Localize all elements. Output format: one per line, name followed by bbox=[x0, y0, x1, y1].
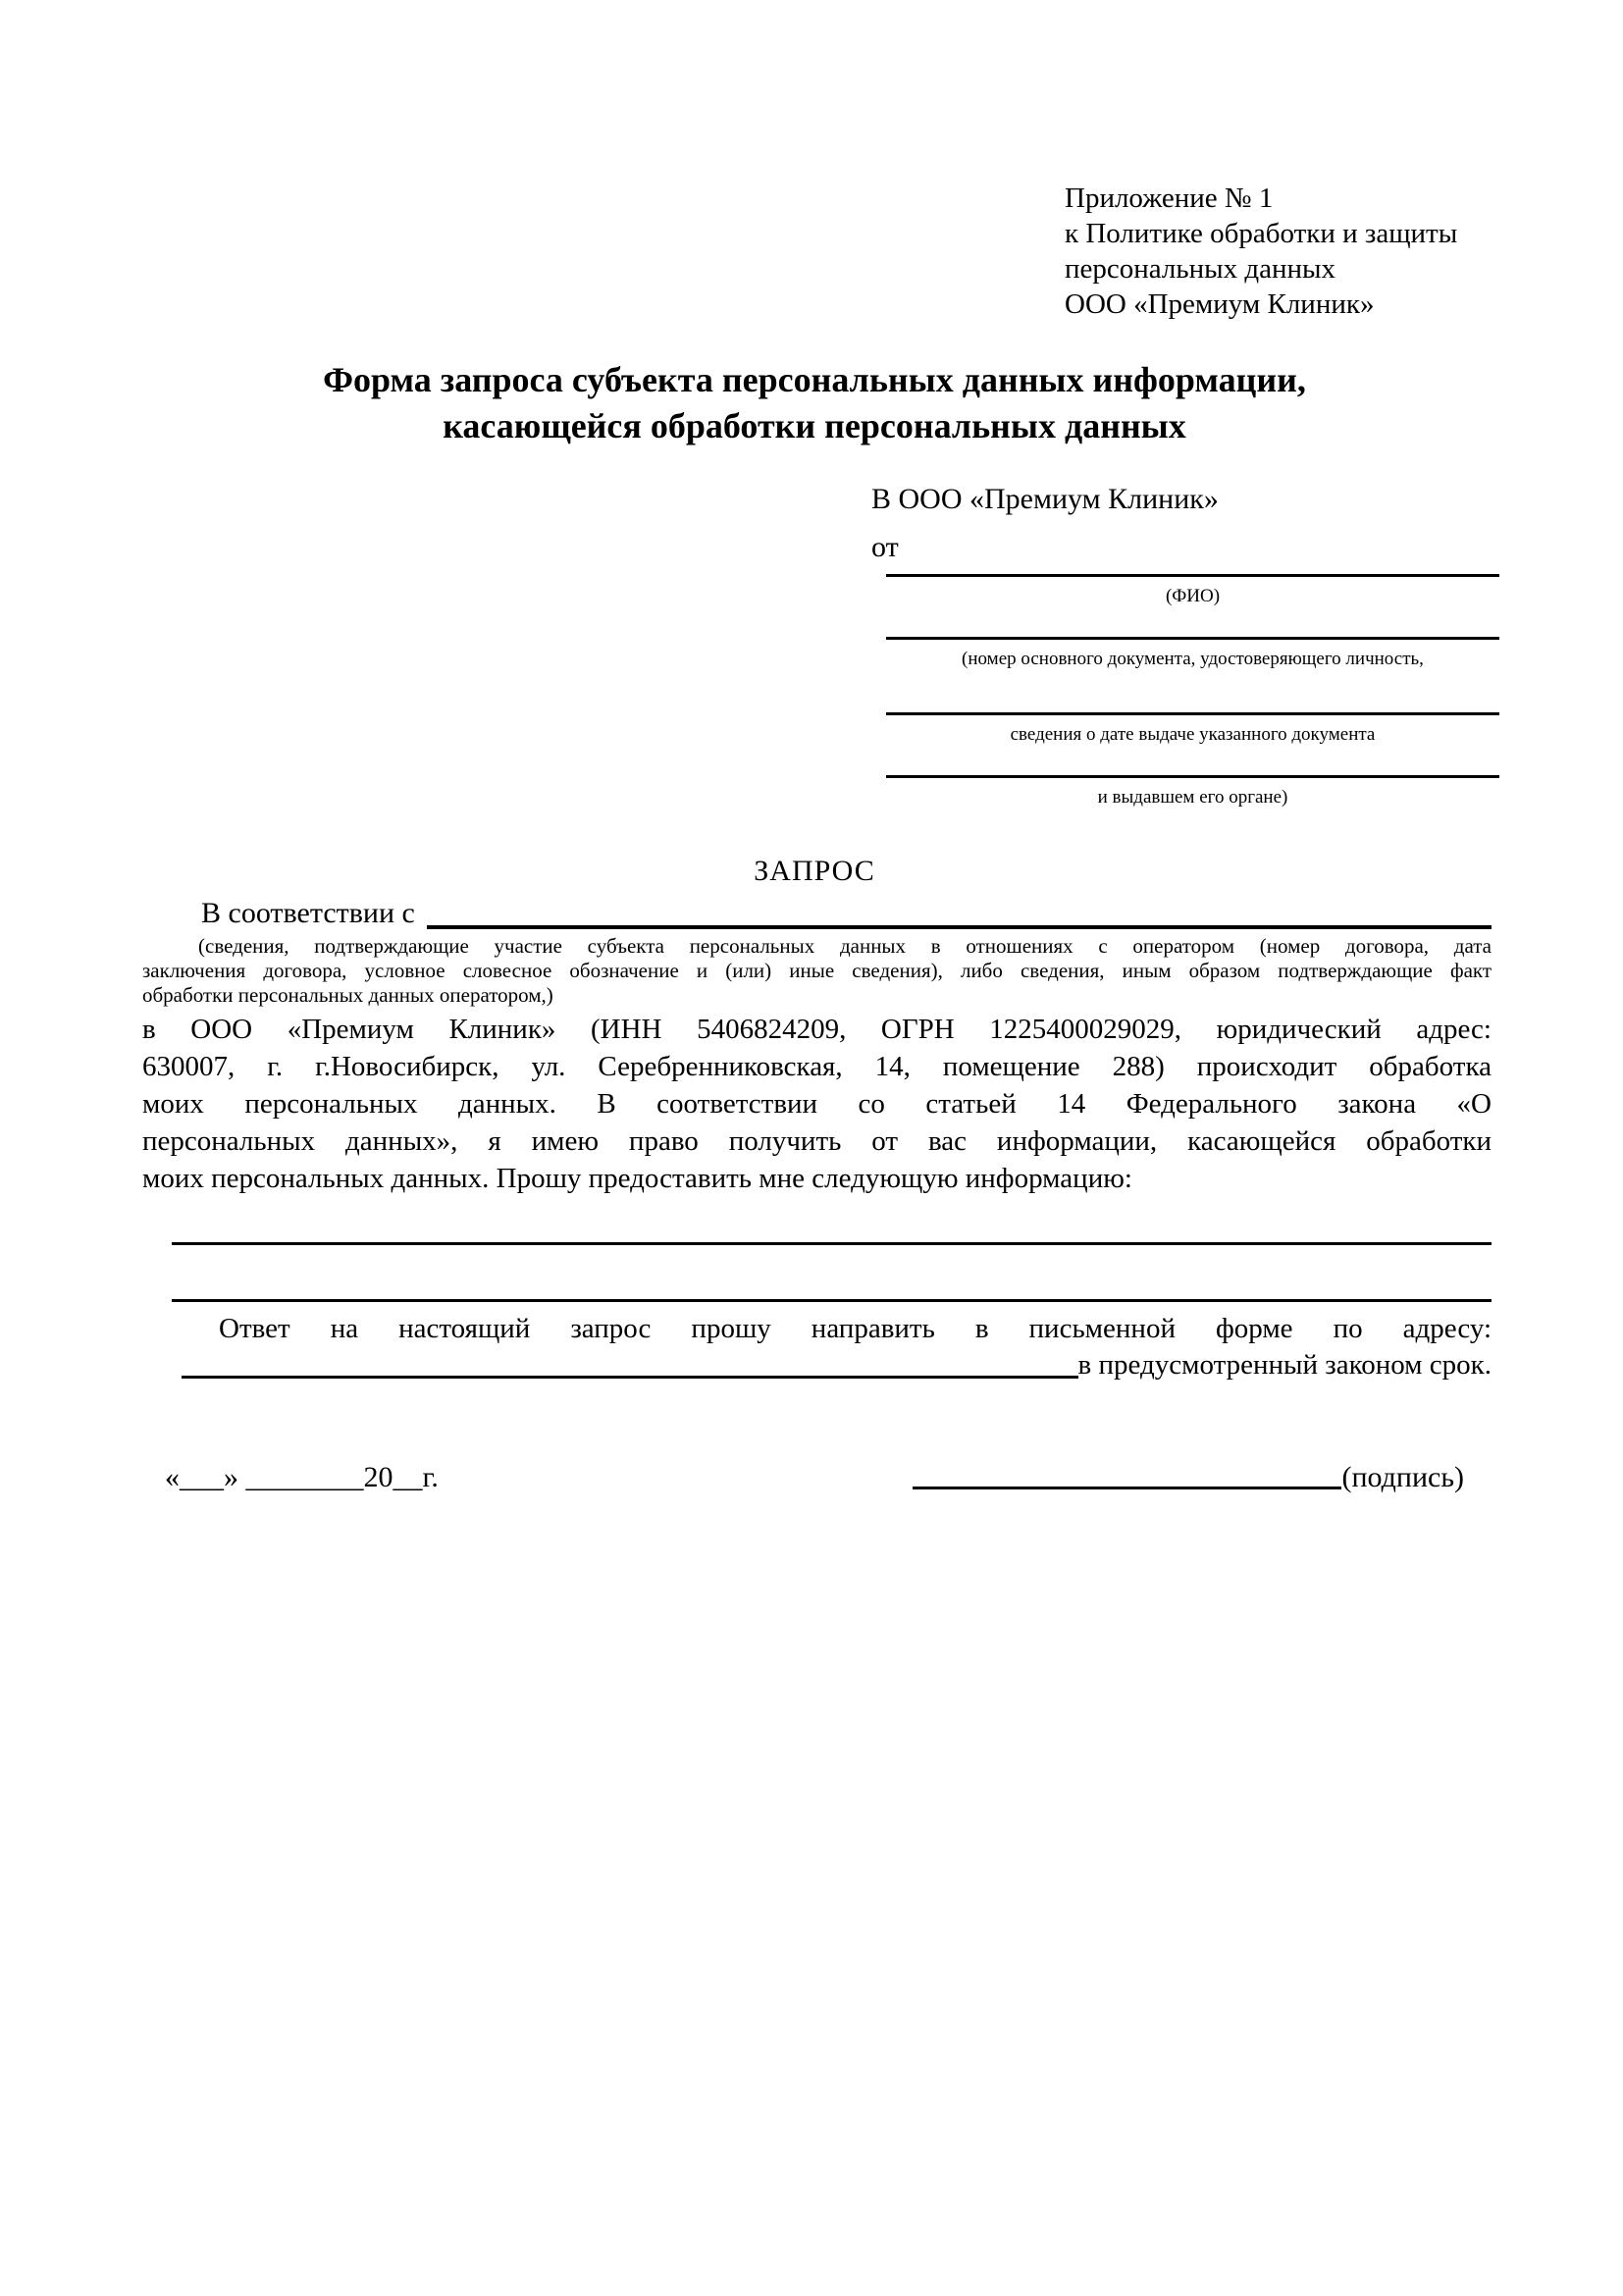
request-body-line: моих персональных данных. В соответствии со статьей 14 Федерального закона «О bbox=[142, 1088, 1492, 1120]
annex-header bbox=[1065, 181, 1457, 322]
reply-address-row bbox=[182, 1346, 1492, 1383]
request-body-line: 630007, г. г.Новосибирск, ул. Серебренниковская, 14, помещение 288) происходит обработка bbox=[142, 1051, 1492, 1082]
addressee-organization: В ООО «Премиум Клиник» bbox=[871, 483, 1219, 515]
document-number-blank-line bbox=[886, 637, 1499, 640]
requested-info-blank-line-1 bbox=[172, 1242, 1492, 1245]
document-number-caption: (номер основного документа, удостоверяющего личность, bbox=[962, 649, 1424, 669]
issuing-authority-blank-line bbox=[886, 775, 1499, 778]
document-title bbox=[128, 357, 1501, 449]
explanatory-note bbox=[142, 934, 1492, 1008]
signature-caption: (подпись) bbox=[1341, 1461, 1464, 1493]
accordance-blank-line bbox=[427, 925, 1492, 929]
reply-instruction-line: Ответ на настоящий запрос прошу направить в письменной форме по адресу: bbox=[219, 1313, 1492, 1344]
issue-date-caption: сведения о дате выдаче указанного документа bbox=[1010, 724, 1376, 745]
document-title-line: касающейся обработки персональных данных bbox=[443, 406, 1186, 445]
request-body-line: моих персональных данных. Прошу предоставить мне следующую информацию: bbox=[142, 1163, 1132, 1194]
annex-header-line: ООО «Премиум Клиник» bbox=[1065, 288, 1375, 320]
annex-header-line: к Политике обработки и защиты bbox=[1065, 218, 1458, 249]
issue-date-blank-line bbox=[886, 712, 1499, 715]
signature-blank-line bbox=[913, 1487, 1341, 1489]
explanatory-note-line: (сведения, подтверждающие участие субъекта персональных данных в отношениях с оператором (номер договора, дата bbox=[198, 934, 1492, 958]
fio-caption: (ФИО) bbox=[1165, 586, 1221, 606]
document-title-line: Форма запроса субъекта персональных данных информации, bbox=[323, 360, 1306, 399]
accordance-row bbox=[142, 896, 1492, 931]
fio-blank-line bbox=[886, 574, 1499, 577]
reply-address-blank-line bbox=[182, 1376, 1078, 1379]
explanatory-note-line: обработки персональных данных оператором,) bbox=[142, 983, 553, 1007]
request-heading: ЗАПРОС bbox=[754, 855, 875, 887]
issuing-authority-caption: и выдавшем его органе) bbox=[1097, 787, 1288, 808]
request-body-line: в ООО «Премиум Клиник» (ИНН 5406824209, ОГРН 1225400029029, юридический адрес: bbox=[142, 1014, 1492, 1045]
addressee-from-label: от bbox=[871, 531, 899, 563]
annex-header-line: персональных данных bbox=[1065, 253, 1336, 285]
signature-row bbox=[913, 1461, 1464, 1494]
reply-instruction-tail: в предусмотренный законом срок. bbox=[1077, 1349, 1492, 1381]
request-body bbox=[142, 1011, 1492, 1197]
requested-info-blank-line-2 bbox=[172, 1299, 1492, 1302]
request-body-line: персональных данных», я имею право получить от вас информации, касающейся обработки bbox=[142, 1125, 1492, 1157]
accordance-prefix: В соответствии с bbox=[201, 897, 415, 929]
explanatory-note-line: заключения договора, условное словесное обозначение и (или) иные сведения), либо сведения, иным образом подтверждающие факт bbox=[142, 959, 1492, 982]
date-blank-line: «___» ________20__г. bbox=[165, 1461, 439, 1493]
annex-header-line: Приложение № 1 bbox=[1065, 183, 1274, 214]
